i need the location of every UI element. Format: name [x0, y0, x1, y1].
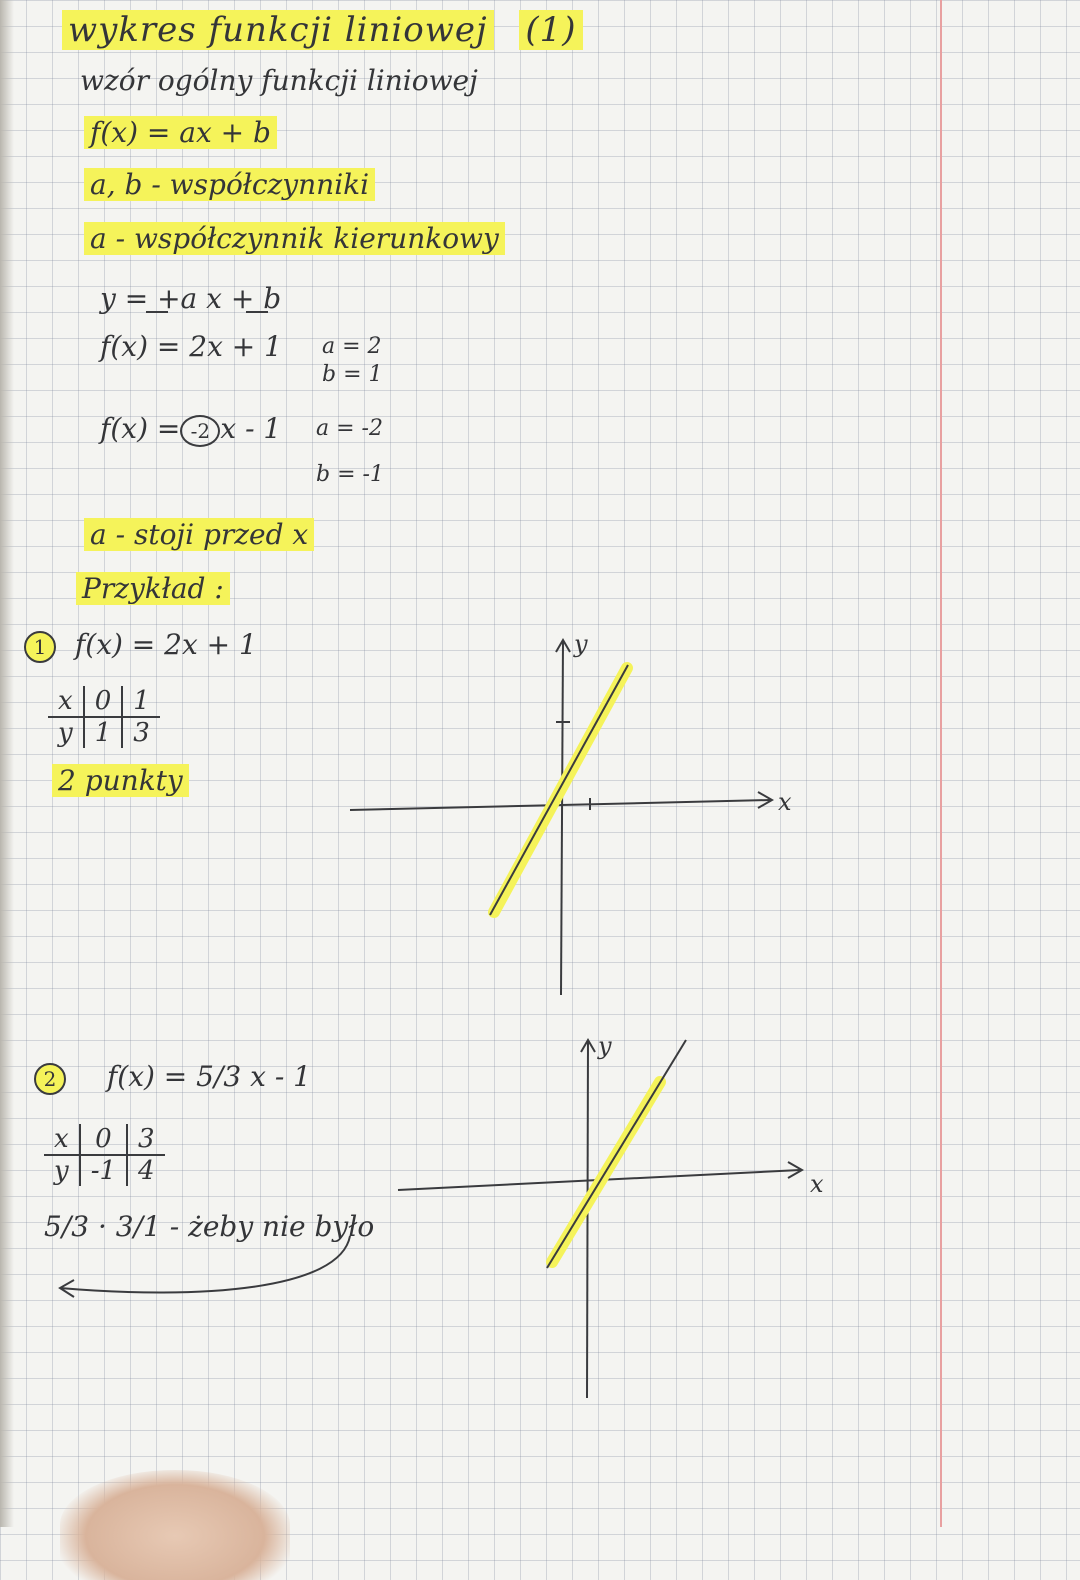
- example1-note-text: 2 punkty: [52, 764, 189, 797]
- example-a-a: a = 2: [322, 334, 382, 359]
- example-b-b: b = -1: [316, 462, 384, 487]
- graph1-y-label: y: [574, 630, 588, 658]
- example2-number: 2: [34, 1063, 66, 1095]
- example-a-b: b = 1: [322, 362, 383, 387]
- graph2-y-label: y: [598, 1032, 612, 1060]
- page-title-text: wykres funkcji liniowej: [62, 10, 494, 50]
- table-cell: -1: [80, 1155, 127, 1186]
- graph1-x-label: x: [778, 788, 792, 816]
- table-cell: 1: [122, 686, 160, 717]
- example-heading-text: Przykład :: [76, 572, 230, 605]
- circled-coef: -2: [180, 415, 220, 447]
- example-b-prefix: f(x) =: [100, 412, 181, 445]
- example1-number: 1: [24, 631, 56, 663]
- table-cell: 1: [84, 717, 123, 748]
- graph2-x-label: x: [810, 1170, 824, 1198]
- graph1: [350, 630, 792, 995]
- table-cell: 0: [80, 1124, 127, 1155]
- example1-func: f(x) = 2x + 1: [74, 628, 257, 661]
- graph1-line: [490, 665, 628, 915]
- table-cell: 0: [84, 686, 123, 717]
- y-form: y = +a x + b: [100, 282, 282, 315]
- table-cell: 4: [127, 1155, 165, 1186]
- table-cell: x: [48, 686, 84, 717]
- finger-photo-artifact: [60, 1470, 290, 1580]
- general-form-label: wzór ogólny funkcji liniowej: [80, 64, 478, 97]
- graph2: [398, 1032, 824, 1398]
- table-cell: 3: [122, 717, 160, 748]
- graph2-y-axis: [587, 1040, 588, 1398]
- example-b-a: a = -2: [316, 416, 383, 441]
- general-form-text: f(x) = ax + b: [84, 116, 277, 149]
- table-cell: 3: [127, 1124, 165, 1155]
- direction-coef-text: a - współczynnik kierunkowy: [84, 222, 505, 255]
- table-cell: y: [58, 718, 73, 748]
- graph2-line: [547, 1040, 686, 1268]
- coefficients-text: a, b - współczynniki: [84, 168, 375, 201]
- example-b-suffix: x - 1: [220, 412, 282, 445]
- table-cell: y: [54, 1156, 69, 1186]
- table-cell: x: [44, 1124, 80, 1155]
- page-mark: (1): [519, 10, 582, 50]
- note-a-text: a - stoji przed x: [84, 518, 314, 551]
- graph1-y-axis: [561, 640, 563, 995]
- example2-func: f(x) = 5/3 x - 1: [106, 1060, 311, 1093]
- example-a-func: f(x) = 2x + 1: [100, 330, 282, 363]
- return-arrow: [60, 1236, 350, 1293]
- example2-note: 5/3 · 3/1 - żeby nie było: [44, 1210, 375, 1243]
